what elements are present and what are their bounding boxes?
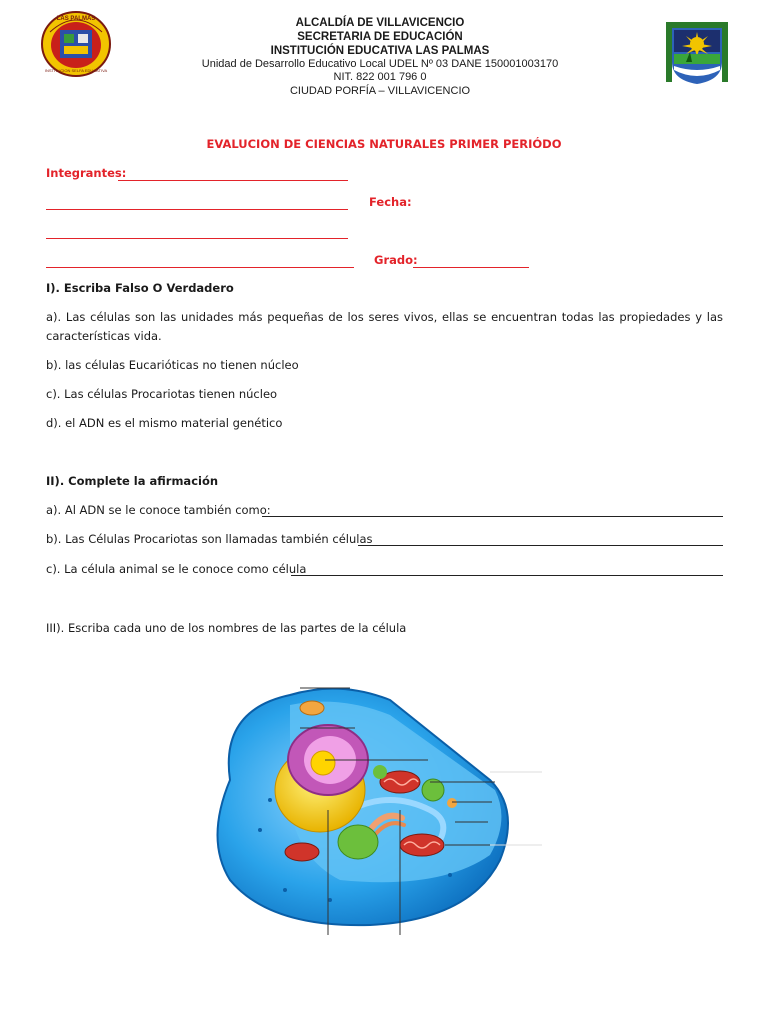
header-line-alcaldia: ALCALDÍA DE VILLAVICENCIO (295, 17, 465, 29)
animal-cell-diagram (190, 660, 550, 950)
integrantes-label: Integrantes: (46, 166, 127, 180)
school-logo-left (40, 8, 112, 78)
section2-answer-a-line[interactable] (262, 516, 723, 517)
left-logo-top-text: LAS PALMAS (56, 16, 96, 22)
header-line-institucion: INSTITUCIÓN EDUCATIVA LAS PALMAS (270, 45, 490, 57)
integrantes-line-1[interactable] (118, 180, 348, 181)
section2-item-b: b). Las Células Procariotas son llamadas también células (46, 532, 373, 546)
section1-item-b: b). las células Eucarióticas no tienen núcleo (46, 358, 299, 372)
section1-heading: I). Escriba Falso O Verdadero (46, 281, 234, 295)
section1-item-c: c). Las células Procariotas tienen núcleo (46, 387, 278, 401)
section1-item-a-line1: a). Las células son las unidades más pequeñas de los seres vivos, ellas se encuentran todas las propiedades y las (46, 310, 723, 324)
section2-item-a: a). Al ADN se le conoce también como: (46, 503, 271, 517)
section2-answer-c-line[interactable] (291, 575, 723, 576)
city-shield-right (666, 22, 728, 86)
section2-heading: II). Complete la afirmación (46, 474, 219, 488)
section2-item-c: c). La célula animal se le conoce como célula (46, 562, 307, 576)
left-logo-bottom-text: INSTITUCION SELFA EDUCATIVA (44, 68, 108, 73)
integrantes-line-4[interactable] (46, 267, 354, 268)
fecha-label: Fecha: (369, 195, 412, 209)
section3-heading: III). Escriba cada uno de los nombres de las partes de la célula (46, 621, 407, 635)
header-line-ciudad: CIUDAD PORFÍA – VILLAVICENCIO (289, 85, 471, 97)
header-line-secretaria: SECRETARIA DE EDUCACIÓN (297, 31, 463, 43)
header-line-unidad: Unidad de Desarrollo Educativo Local UDEL Nº 03 DANE 150001003170 (201, 58, 559, 70)
section1-item-d: d). el ADN es el mismo material genético (46, 416, 283, 430)
integrantes-line-2[interactable] (46, 209, 348, 210)
integrantes-line-3[interactable] (46, 238, 348, 239)
exam-title: EVALUCION DE CIENCIAS NATURALES PRIMER PERIÓDO (206, 137, 562, 151)
grado-label: Grado: (374, 253, 418, 267)
grado-line[interactable] (413, 267, 529, 268)
header-line-nit: NIT. 822 001 796 0 (333, 71, 427, 83)
section2-answer-b-line[interactable] (358, 545, 723, 546)
section1-item-a-line2: características vida. (46, 329, 162, 343)
